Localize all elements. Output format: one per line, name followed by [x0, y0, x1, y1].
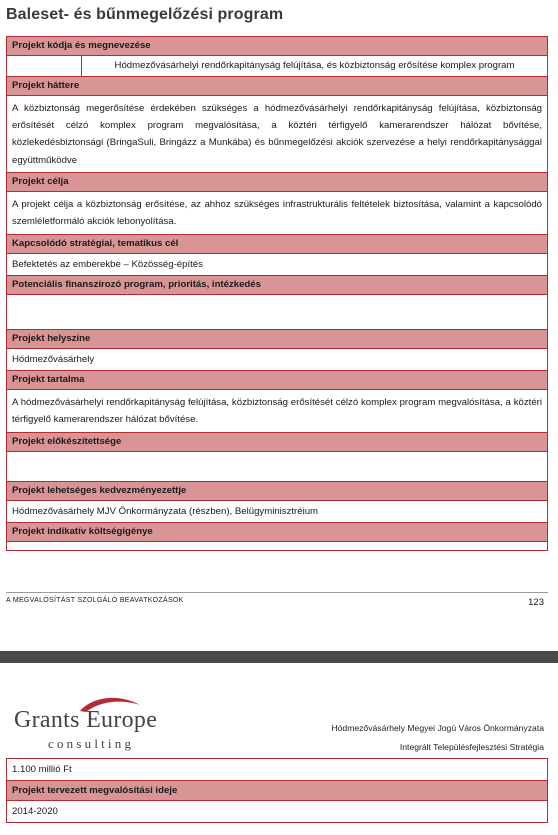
strategy-header-row: Kapcsolódó stratégiai, tematikus cél	[7, 235, 547, 254]
content-header-row: Projekt tartalma	[7, 371, 547, 390]
page-footer	[6, 592, 548, 608]
timeline-value-row: 2014-2020	[7, 801, 547, 823]
project-table-continued	[6, 758, 548, 823]
document-header	[331, 719, 544, 757]
cost-header-row: Projekt indikatív költségigénye	[7, 523, 547, 542]
readiness-header-row: Projekt előkészítettsége	[7, 433, 547, 452]
beneficiary-text-row: Hódmezővásárhely MJV Önkormányzata (részben), Belügyminisztréium	[7, 501, 547, 523]
background-header-row: Projekt háttere	[7, 77, 547, 96]
project-name-row	[7, 56, 547, 77]
page-separator	[0, 651, 558, 663]
page-number: 123	[528, 597, 544, 608]
page-title: Baleset- és bűnmegelőzési program	[6, 6, 284, 23]
code-header-row: Projekt kódja és megnevezése	[7, 37, 547, 56]
content-text-row: A hódmezővásárhelyi rendőrkapitányság felújítása, közbiztonság erősítését célzó komplex program megvalósítása, a köztéri térfigyelő kamerarendszer hálózat bővítése.	[7, 390, 547, 433]
readiness-value-row	[7, 452, 547, 482]
timeline-header-row: Projekt tervezett megvalósítási ideje	[7, 781, 547, 801]
background-text-row: A közbiztonság megerősítése érdekében szükséges a hódmezővásárhelyi rendőrkapitányság felújítása, közbiztonság erősítését célzó komplex program megvalósítása, a köztéri térfigyelő kamerarendszer hálózat bővítése, közlekedésbiztonsági (BringaSuli, Bringázz a Munkába) és bűnmegelőzési akciók szervezése a helyi rendőrkapitánysággal együttműködve	[7, 96, 547, 173]
location-text-row: Hódmezővásárhely	[7, 349, 547, 371]
document-page-2	[0, 663, 558, 835]
logo-name: Grants Europe	[14, 707, 158, 733]
project-name-cell: Hódmezővásárhelyi rendőrkapitányság felújítása, és közbiztonság erősítése komplex program	[114, 60, 515, 72]
project-table	[6, 36, 548, 551]
goal-text-row: A projekt célja a közbiztonság erősítése, az ahhoz szükséges infrastrukturális feltételek biztosítása, valamint a kapcsolódó szemléletformáló akciók lebonyolítása.	[7, 192, 547, 235]
goal-header-row: Projekt célja	[7, 173, 547, 192]
footer-section-title: A MEGVALÓSÍTÁST SZOLGÁLÓ BEAVATKOZÁSOK	[6, 597, 184, 604]
cost-value-row	[7, 542, 547, 551]
header-municipality: Hódmezővásárhely Megyei Jogú Város Önkormányzata	[331, 723, 544, 733]
funding-value-row	[7, 295, 547, 330]
beneficiary-header-row: Projekt lehetséges kedvezményezettje	[7, 482, 547, 501]
header-strategy: Integrált Településfejlesztési Stratégia	[399, 742, 544, 752]
location-header-row: Projekt helyszíne	[7, 330, 547, 349]
strategy-text-row: Befektetés az emberekbe – Közösség-építés	[7, 254, 547, 276]
grants-europe-logo	[10, 695, 190, 755]
logo-subtitle: consulting	[48, 736, 135, 751]
cost-value-text-row: 1.100 millió Ft	[7, 759, 547, 781]
project-code-cell	[7, 56, 82, 76]
funding-header-row: Potenciális finanszírozó program, prioritás, intézkedés	[7, 276, 547, 295]
